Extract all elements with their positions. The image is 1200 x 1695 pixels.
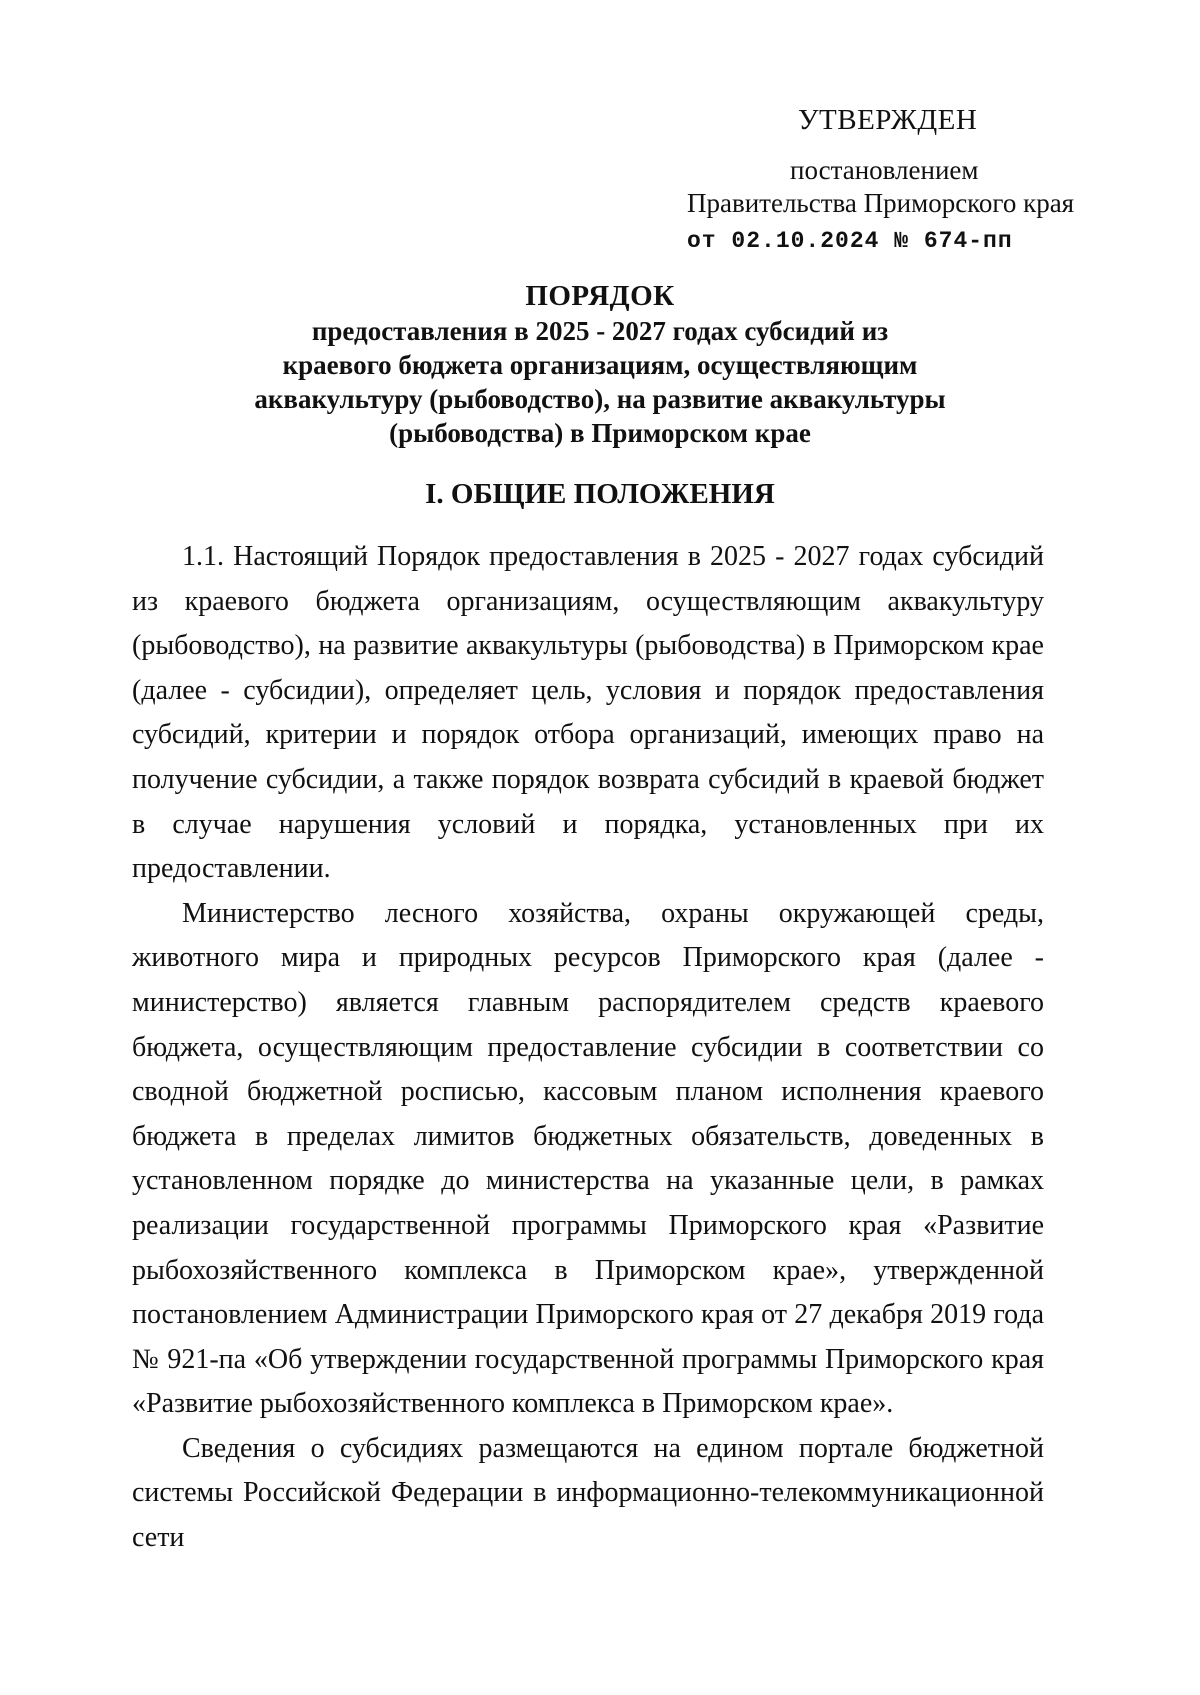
document-title [150,278,1050,450]
document-body [132,535,1044,1561]
government-label: Правительства Приморского края [687,188,1075,218]
title-line: аквакультуру (рыбоводство), на развитие аквакультуры [254,384,946,414]
title-line: краевого бюджета организациям, осуществляющим [282,350,918,380]
paragraph: Министерство лесного хозяйства, охраны окружающей среды, животного мира и природных ресурсов Приморского края (далее - министерство) является главным распорядителем средств краевого бюджета, осуществляющим предоставление субсидии в соответствии со сводной бюджетной росписью, кассовым планом исполнения краевого бюджета в пределах лимитов бюджетных обязательств, доведенных в установленном порядке до министерства на указанные цели, в рамках реализации государственной программы Приморского края «Развитие рыбохозяйственного комплекса в Приморском крае», утвержденной постановлением Администрации Приморского края от 27 декабря 2019 года № 921-па «Об утверждении государственной программы Приморского края «Развитие рыбохозяйственного комплекса в Приморском крае». [132,897,1044,1420]
paragraph: 1.1. Настоящий Порядок предоставления в 2025 - 2027 годах субсидий из краевого бюджета организациям, осуществляющим аквакультуру (рыбоводство), на развитие аквакультуры (рыбоводства) в Приморском крае (далее - субсидии), определяет цель, условия и порядок предоставления субсидий, критерии и порядок отбора организаций, имеющих право на получение субсидии, а также порядок возврата субсидий в краевой бюджет в случае нарушения условий и порядка, установленных при их предоставлении. [132,541,1044,885]
registration-stamp: от 02.10.2024 № 674-пп [687,228,1013,254]
title-line: (рыбоводства) в Приморском крае [389,418,811,448]
paragraph: Сведения о субсидиях размещаются на едином портале бюджетной системы Российской Федерации в информационно-телекоммуникационной сети [132,1432,1044,1554]
title-line: предоставления в 2025 - 2027 годах субсидий из [311,316,889,346]
approved-label: УТВЕРЖДЕН [798,104,978,136]
decree-label: постановлением [790,155,979,185]
title-main: ПОРЯДОК [525,280,675,312]
section-heading: I. ОБЩИЕ ПОЛОЖЕНИЯ [425,478,775,510]
